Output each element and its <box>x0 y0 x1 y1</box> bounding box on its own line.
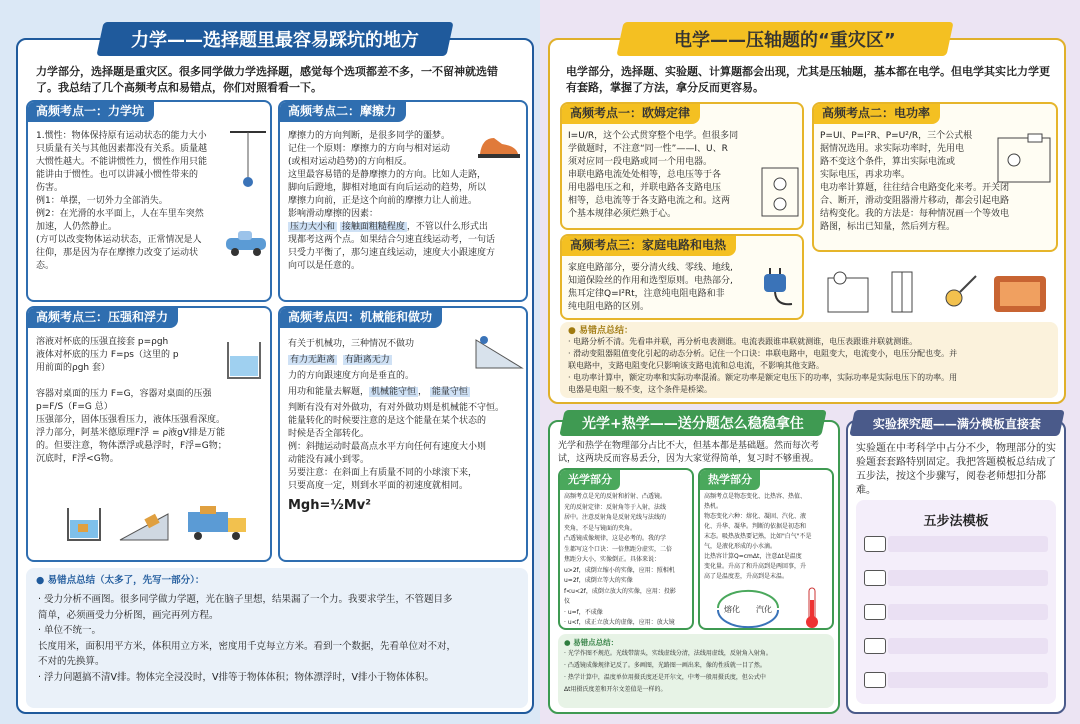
optics-mistakes-text: · 光学作图不规范。光线带箭头，实线虚线分清，法线用虚线，反射角入射角。 · 凸透镜成像规律记反了。多画图，光路图一画出来，像的性质就一目了然。 · 热学计算中，温度单位用摄氏度还是开尔文，中考一般用摄氏度，但公式中 Δt用摄氏度差和开尔文差值是一样的。 <box>564 650 772 693</box>
friction-factor-pressure: 压力大小和 <box>290 222 336 232</box>
step-line-1 <box>888 536 1048 552</box>
point-energy-card <box>278 306 528 562</box>
point-power-text: P=UI、P=I²R、P=U²/R，三个公式根 据情况选用。求实际功率时，先用电 路不变这个条件，算出实际电流或 实际电压，再求功率。 电功率计算题，往往结合电路变化来考。开关闭 合、断开，滑动变阻器滑片移动，都会引起电路 结构变化。我的方法是：每种情况画一个等效电 路图，标出已知量，然后列方程。 <box>820 131 1010 232</box>
point-power-card <box>812 102 1058 252</box>
point-ohm-card <box>560 102 804 230</box>
experiment-intro: 实验题在中考科学中占分不少，物理部分的实验题套套路特别固定。我把答题模板总结成了五步法，按这个步骤写，阅卷老师想扣分都难。 <box>856 443 1056 496</box>
point-pressure-head: 高频考点三：压强和浮力 <box>26 306 178 328</box>
step-line-5 <box>888 672 1048 688</box>
pendulum-icon <box>228 128 268 198</box>
optics-heat-title: 光学+热学——送分题怎么稳稳拿住 <box>559 410 827 436</box>
template-steps <box>864 532 1054 702</box>
point-household-head: 高频考点三：家庭电路和电热 <box>560 234 736 256</box>
five-step-template-title: 五步法模板 <box>923 514 989 529</box>
melt-label: 熔化 <box>724 605 740 614</box>
optics-text: 高频考点是光的反射和折射、凸透镜。 光的反射定律：反射角等于入射，法线 居中。注意反射角是反射光线与法线的 夹角，不是与镜面的夹角。 凸透镜成像规律，这是必考的。我的学 生都写这个口诀：一倍焦距分虚实，二倍 焦距分大小，实像倒正。具体来说： u>2f，成倒立缩小的实像，应用：照相机 u=2f，成倒立等大的实像 f<u<2f，成倒立放大的实像，应用：投影 仪 · u=f，不成像 · u<f，成正立放大的虚像，应用：放大镜 <box>564 493 676 626</box>
point-inertia-text: 1.惯性：物体保持原有运动状态的能力大小 只质量有关与其他因素都没有关系。质量越 大惯性越大。不能讲惯性力，惯性作用只能 能讲由于惯性。也可以讲减小惯性带来的 伤害。 例1：单摆，一切外力全部消失。 例2：在光滑的水平面上，人在车里车突然 加速，人仍然静止。 (方可以改变物体运动状态，正常情况是人 往仰，那是因为存在摩擦力改变了运动状 态。 <box>36 131 208 271</box>
point-inertia-card <box>26 100 272 302</box>
step-box-1 <box>864 536 886 552</box>
point-household-text: 家庭电路部分，要分清火线、零线、地线, 知道保险丝的作用和选型原则。电热部分, 焦耳定律Q=I²Rt，注意纯电阻电路和非 纯电阻电路的区别。 <box>568 263 733 312</box>
no-work-case-1: 有力无距离 <box>290 355 336 365</box>
optics-card <box>558 468 694 630</box>
step-box-3 <box>864 604 886 620</box>
point-power-head: 高频考点二：电功率 <box>812 102 940 124</box>
mech-energy-tag: 机械能守恒 <box>371 387 417 397</box>
optics-mistakes-head: ● 易错点总结： <box>564 638 619 647</box>
thermometer-icon <box>800 586 824 630</box>
mechanics-mistakes-note <box>26 568 528 708</box>
phase-cycle-icon <box>708 588 788 628</box>
truck-icon <box>184 504 254 542</box>
energy-conservation-tag: 能量守恒 <box>431 387 468 397</box>
heat-text: 高频考点是物态变化、比热容、热值、 热机。 物态变化六种：熔化、凝固、汽化、液 化、升华、凝华。判断的依据是初态和 末态。吸热放热要记熟，比如"白气"不是 气，是液化形成的小水滴。 比热容计算Q=cmΔt，注意Δt是温度 变化量。升高了和升高到是两回事，升 高了是温度差，升高到是末温。 <box>704 493 812 580</box>
point-friction-text: 摩擦力的方向判断，是很多同学的噩梦。 记住一个原则：摩擦力的方向与相对运动 (或相对运动趋势)的方向相反。 这里最容易错的是静摩擦力的方向。比如人走路， 脚向后蹬地，脚相对地面有向后运动的趋势，所以 摩擦力向前，正是这个向前的摩擦力让人前进。 影响滑动摩擦的因素： 压力大小和 接触面粗糙程度 ，不管以什么形式出 现都考这两个点。如果结合匀速直线运动考，一句话 只受力平衡了，那匀速直线运动，速度大小跟速度方 向可以是任意的。 <box>288 131 496 271</box>
mechanics-title: 力学——选择题里最容易踩坑的地方 <box>96 22 453 56</box>
step-line-4 <box>888 638 1048 654</box>
electricity-mistakes-head: ● 易错点总结： <box>568 326 633 336</box>
point-household-card <box>560 234 804 320</box>
step-line-3 <box>888 604 1048 620</box>
step-box-5 <box>864 672 886 688</box>
point-ohm-text: I=U/R，这个公式贯穿整个电学。但很多同 学做题时，不注意“同一性”——I、U、R 须对应同一段电路或同一个用电器。 串联电路电流处处相等，总电压等于各 用电器电压之和，并联电路各支路电压 相等，总电流等于各支路电流之和。这两 个基本规律必须烂熟于心。 <box>568 131 739 219</box>
friction-factor-roughness: 接触面粗糙程度 <box>341 222 405 232</box>
heat-card <box>698 468 834 630</box>
plug-icon <box>756 266 800 310</box>
point-pressure-text: 溶液对杯底的压强直接套 p=ρgh 液体对杯底的压力 F=ps（这里的 p 用前面的ρgh 套） 容器对桌面的压力 F=G，容器对桌面的压强 p=F/S（F=G 总） 压强部分，固体压强看压力，液体压强看深度。 浮力部分，阿基米德原理F浮 = ρ液gV排是万能 的。但要注意，物体漂浮或悬浮时，F浮=G物； 沉底时，F浮<G物。 <box>36 337 227 464</box>
incline-icon <box>118 508 170 542</box>
optics-mistakes-note <box>558 634 834 708</box>
power-circuit-icon <box>994 130 1054 188</box>
point-friction-head: 高频考点二：摩擦力 <box>278 100 406 122</box>
point-pressure-card <box>26 306 272 562</box>
tank-icon <box>64 504 104 544</box>
point-friction-card <box>278 100 528 302</box>
step-line-2 <box>888 570 1048 586</box>
step-box-4 <box>864 638 886 654</box>
beaker-icon <box>222 338 266 382</box>
electricity-mistakes-note <box>560 322 1058 398</box>
electricity-title: 电学——压轴题的“重灾区” <box>616 22 953 56</box>
no-work-case-2: 有距离无力 <box>344 355 390 365</box>
point-ohm-head: 高频考点一：欧姆定律 <box>560 102 700 124</box>
electricity-intro: 电学部分，选择题、实验题、计算题都会出现，尤其是压轴题，基本都在电学。但电学其实比力学更有套路，掌握了方法，拿分反而更容易。 <box>566 65 1050 94</box>
mechanics-intro: 力学部分，选择题是重灾区。很多同学做力学选择题，感觉每个选项都差不多，一不留神就选错了。我总结了几个高频考点和易错点，你们对照看看一下。 <box>36 65 498 94</box>
car-icon <box>224 228 270 258</box>
electricity-mistakes-text: · 电路分析不清。先看串并联，再分析电表测谁。电流表跟谁串联就测谁，电压表跟谁并联就测谁。 · 滑动变阻器阻值变化引起的动态分析。记住一个口诀：串联电路中，电阻变大，电流变小，电压分配也变。并 联电路中，支路电阻变化只影响该支路电流和总电流，不影响其他支路。 · 电功率计算中，额定功率和实际功率混淆。额定功率是额定电压下的功率，实际功率是实际电压下的功率。用 电器是电阻一般不变，这个条件是桥梁。 <box>568 337 958 394</box>
experiment-title: 实验探究题——满分模板直接套 <box>849 410 1065 436</box>
energy-formula: Mgh=½Mv² <box>288 498 371 513</box>
mechanics-mistakes-head: ● 易错点总结（太多了，先写一部分）： <box>36 575 205 586</box>
appliance-icons <box>818 262 1058 318</box>
point-energy-head: 高频考点四：机械能和做功 <box>278 306 442 328</box>
circuit-diagram-icon <box>758 164 802 220</box>
point-energy-text: 有关于机械功，三种情况不做功 有力无距离 有距离无力 力的方向跟速度方向是垂直的。 用功和能量去解题， 机械能守恒 ， 能量守恒 判断有没有对外做功，有对外做功则是机械能不守恒。 能量转化的时候要注意的是这个能量在某个状态的 时候是否全部转化。 例：斜抛运动时最高点水平方向任何有速度大小则 动能没有减小到零。 另要注意：在斜面上有质量不同的小球滚下来， 只要高度一定，则到水平面的初速度就相同。 Mgh=½Mv² <box>288 338 524 512</box>
mechanics-mistakes-text: · 受力分析不画图。很多同学做力学题，光在脑子里想，结果漏了一个力。我要求学生，不管题目多 简单，必须画受力分析图，画完再列方程。 · 单位不统一。 长度用米，面积用平方米，体积用立方米，密度用千克每立方米。看到一个数据，先看单位对不对， 不对的先换算。 · 浮力问题搞不清V排。物体完全浸没时，V排等于物体体积；物体漂浮时，V排小于物体体积。 <box>38 594 457 683</box>
step-box-2 <box>864 570 886 586</box>
vapor-label: 汽化 <box>756 605 772 614</box>
optics-heat-intro: 光学和热学在物理部分占比不大，但基本都是基础题。然而每次考试，这两块反而容易丢分，因为大家觉得简单，复习时不够重视。 <box>558 441 820 464</box>
five-step-template-card <box>856 500 1056 704</box>
point-inertia-head: 高频考点一：力学坑 <box>26 100 154 122</box>
heat-head: 热学部分 <box>700 470 760 490</box>
optics-head: 光学部分 <box>560 470 620 490</box>
